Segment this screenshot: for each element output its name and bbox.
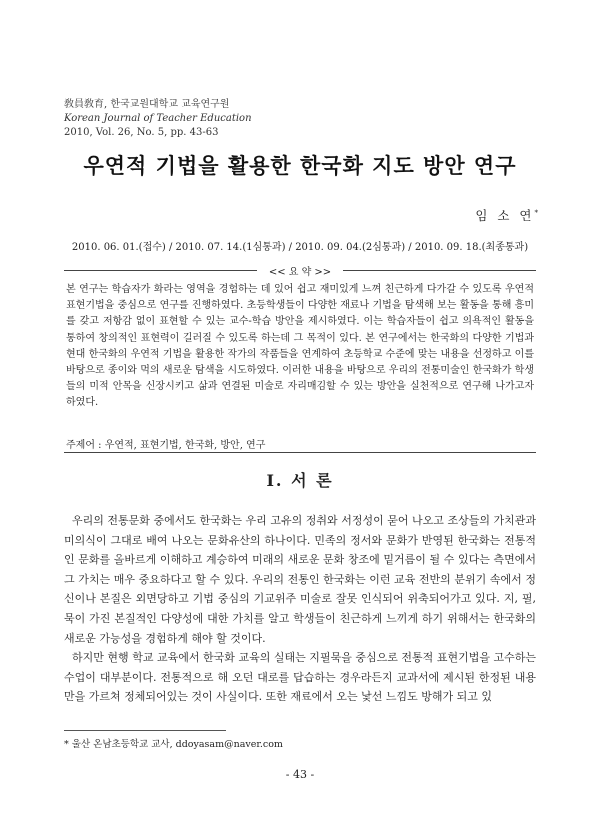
abstract-heading: << 요 약 >> — [268, 267, 332, 278]
abstract-text: 본 연구는 학습자가 화라는 영역을 경험하는 데 있어 쉽고 재미있게 느껴 친근하게 다가갈 수 있도록 우연적 표현기법을 중심으로 연구를 진행하였다. 초등학생들이 다양한 재료나 기법을 탐색해 보는 활동을 통해 흥미를 갖고 저항감 없이 표현할 수 있는 교수-학습 방안을 제시하였다. 이는 학습자들이 쉽고 의욕적인 활동을 통하여 창의적인 표현력이 길러질 수 있도록 하는데 그 목적이 있다. 본 연구에서는 한국화의 다양한 기법과 현대 한국화의 우연적 기법을 활용한 작가의 작품들을 연계하여 초등학교 수준에 맞는 내용을 선정하고 이를 바탕으로 종이와 먹의 새로운 탐색을 시도하였다. 이러한 내용을 바탕으로 우리의 전통미술인 한국화가 학생들의 미적 안목을 신장시키고 삶과 연결된 미술로 자리매김할 수 있는 방안을 실천적으로 연구해 나가고자 하였다. — [66, 284, 534, 409]
author-footnote-mark: * — [534, 208, 538, 217]
journal-info — [64, 98, 252, 140]
body-text — [64, 511, 536, 707]
paper-title: 우연적 기법을 활용한 한국화 지도 방안 연구 — [83, 153, 517, 178]
abstract-end-rule — [64, 452, 536, 453]
submission-dates: 2010. 06. 01.(접수) / 2010. 07. 14.(1심통과) / 2010. 09. 04.(2심통과) / 2010. 09. 18.(최종통과) — [71, 242, 529, 253]
footnote: * 울산 온남초등학교 교사, ddoyasam@naver.com — [64, 739, 283, 750]
author-name: 임 소 연 — [475, 208, 535, 223]
journal-volume: 2010, Vol. 26, No. 5, pp. 43-63 — [64, 127, 219, 138]
journal-name-english: Korean Journal of Teacher Education — [64, 113, 252, 124]
section-heading: Ⅰ. 서 론 — [266, 471, 334, 490]
abstract-rule-right — [343, 270, 536, 271]
page-number: - 43 - — [285, 768, 315, 781]
body-paragraph: 하지만 현행 학교 교육에서 한국화 교육의 실태는 지필묵을 중심으로 전통적 표현기법을 고수하는 수업이 대부분이다. 전통적으로 해 오던 대로를 답습하는 경우라든지 교과서에 제시된 한정된 내용만을 가르쳐 정체되어있는 것이 사실이다. 또한 재료에서 오는 낯선 느낌도 방해가 되고 있 — [64, 651, 536, 704]
journal-name-korean: 敎員敎育, 한국교원대학교 교육연구원 — [64, 99, 230, 110]
footnote-rule — [64, 730, 226, 731]
abstract-header — [64, 263, 536, 277]
keywords: 주제어 : 우연적, 표현기법, 한국화, 방안, 연구 — [66, 440, 266, 451]
body-paragraph: 우리의 전통문화 중에서도 한국화는 우리 고유의 정취와 서정성이 묻어 나오고 조상들의 가치관과 미의식이 그대로 배여 나오는 문화유산의 하나이다. 민족의 정서와 문화가 반영된 한국화는 전통적인 문화를 올바르게 이해하고 계승하여 미래의 새로운 문화 창조에 밑거름이 될 수 있다는 측면에서 그 가치는 매우 중요하다고 할 수 있다. 우리의 전통인 한국화는 이런 교육 전반의 분위기 속에서 정신이나 본질은 외면당하고 기법 중심의 기교위주 미술로 잘못 인식되어 위축되어가고 있다. 지, 필, 묵이 가진 본질적인 다양성에 대한 가치를 알고 학생들이 친근하게 느끼게 하기 위해서는 한국화의 새로운 가능성을 경험하게 해야 할 것이다. — [64, 514, 536, 645]
author — [475, 206, 538, 224]
